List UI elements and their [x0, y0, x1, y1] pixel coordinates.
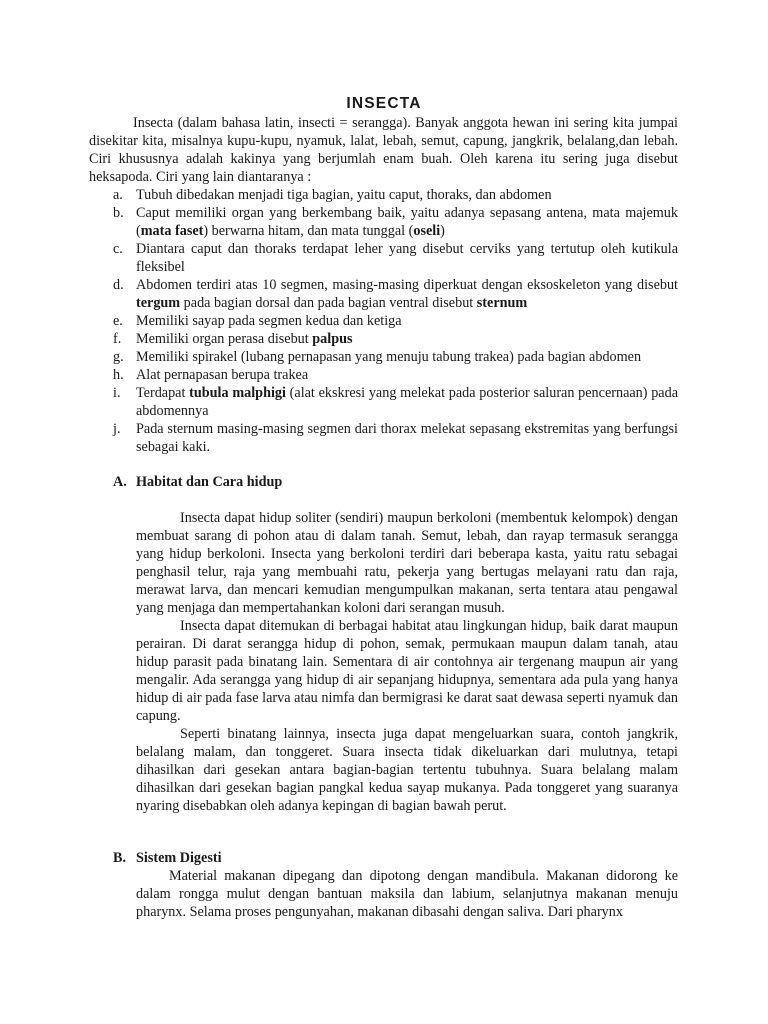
section-heading-text: Sistem Digesti — [136, 850, 222, 866]
section-body-digesti — [136, 867, 678, 921]
list-item — [89, 420, 678, 456]
list-item — [89, 276, 678, 312]
list-item-text: ) — [440, 223, 445, 239]
list-marker: e. — [113, 313, 123, 329]
list-item-text: Caput memiliki organ yang berkembang baik, yaitu adanya sepasang antena, mata majemuk ( — [136, 205, 678, 239]
bold-term: palpus — [312, 331, 353, 347]
feature-list — [89, 186, 678, 456]
bold-term: tergum — [136, 295, 181, 311]
section-heading-habitat — [113, 473, 282, 491]
section-heading-text: Habitat dan Cara hidup — [136, 474, 283, 490]
list-item-text: Tubuh dibedakan menjadi tiga bagian, yaitu caput, thoraks, dan abdomen — [136, 187, 552, 203]
page-title: INSECTA — [346, 95, 422, 112]
bold-term: tubula malphigi — [189, 385, 286, 401]
section-letter: B. — [113, 850, 127, 866]
list-item-text: Memiliki organ perasa disebut — [136, 331, 313, 347]
list-marker: h. — [113, 367, 124, 383]
list-item — [89, 348, 678, 366]
list-item-text: pada bagian dorsal dan pada bagian ventral disebut — [180, 295, 477, 311]
paragraph: Insecta dapat ditemukan di berbagai habitat atau lingkungan hidup, baik darat maupun perairan. Di darat serangga hidup di pohon, semak, permukaan maupun dalam tanah, atau hidup parasit pada binatang lain. Sementara di air contohnya air tergenang maupun air yang mengalir. Ada serangga yang hidup di air sepanjang hidupnya, sementara ada pula yang hanya hidup di air pada fase larva atau nimfa dan bermigrasi ke darat saat dewasa seperti nyamuk dan capung. — [136, 618, 678, 724]
list-marker: a. — [113, 187, 123, 203]
list-item-text: Memiliki spirakel (lubang pernapasan yang menuju tabung trakea) pada bagian abdomen — [136, 349, 642, 365]
list-item — [89, 384, 678, 420]
list-marker: f. — [113, 331, 122, 347]
list-item-text: Memiliki sayap pada segmen kedua dan ketiga — [136, 313, 402, 329]
list-item-text: Abdomen terdiri atas 10 segmen, masing-masing diperkuat dengan eksoskeleton yang disebut — [136, 277, 678, 293]
bold-term: oseli — [413, 223, 441, 239]
intro-text: Insecta (dalam bahasa latin, insecti = serangga). Banyak anggota hewan ini sering kita jumpai disekitar kita, misalnya kupu-kupu, nyamuk, lalat, lebah, semut, capung, jangkrik, belalang,dan lebah. Ciri khususnya adalah kakinya yang berjumlah enam buah. Oleh karena itu sering juga disebut heksapoda. Ciri yang lain diantaranya : — [89, 115, 678, 185]
section-heading-digesti — [113, 849, 222, 867]
list-item — [89, 312, 678, 330]
list-item — [89, 366, 678, 384]
list-item-text: Pada sternum masing-masing segmen dari thorax melekat sepasang ekstremitas yang berfungsi sebagai kaki. — [136, 421, 678, 455]
list-item-text: Alat pernapasan berupa trakea — [136, 367, 309, 383]
list-item — [89, 204, 678, 240]
list-item-text: (alat ekskresi yang melekat pada posterior saluran pencernaan) pada abdomennya — [136, 385, 678, 419]
list-marker: g. — [113, 349, 124, 365]
paragraph: Seperti binatang lainnya, insecta juga dapat mengeluarkan suara, contoh jangkrik, belalang malam, dan tonggeret. Suara insecta tidak dikeluarkan dari mulutnya, tetapi dihasilkan dari gesekan antara bagian-bagian tertentu tubuhnya. Suara belalang malam dihasilkan dari gesekan bagian pangkal kedua sayap mukanya. Pada tonggeret yang suaranya nyaring disebabkan oleh adanya kepingan di bagian bawah perut. — [136, 726, 678, 814]
list-item-text: ) berwarna hitam, dan mata tunggal ( — [203, 223, 414, 239]
section-letter: A. — [113, 474, 127, 490]
list-marker: j. — [113, 421, 121, 437]
list-item — [89, 186, 678, 204]
list-item-text: Diantara caput dan thoraks terdapat leher yang disebut cerviks yang tertutup oleh kutikula fleksibel — [136, 241, 678, 275]
list-marker: i. — [113, 385, 121, 401]
list-marker: b. — [113, 205, 124, 221]
intro-paragraph — [89, 114, 678, 186]
list-marker: d. — [113, 277, 124, 293]
paragraph: Insecta dapat hidup soliter (sendiri) maupun berkoloni (membentuk kelompok) dengan membuat sarang di pohon atau di dalam tanah. Semut, lebah, dan rayap termasuk serangga yang hidup berkoloni. Insecta yang berkoloni terdiri dari beberapa kasta, yaitu ratu sebagai penghasil telur, raja yang membuahi ratu, pekerja yang bertugas melayani ratu dan raja, merawat larva, dan mencari kemudian mengumpulkan makanan, serta tentara atau pengawal yang menjaga dan mempertahankan koloni dari serangan musuh. — [136, 510, 678, 616]
bold-term: mata faset — [140, 223, 204, 239]
paragraph: Material makanan dipegang dan dipotong dengan mandibula. Makanan didorong ke dalam rongga mulut dengan bantuan maksila dan labium, selanjutnya makanan menuju pharynx. Selama proses pengunyahan, makanan dibasahi dengan saliva. Dari pharynx — [136, 868, 678, 920]
list-item — [89, 240, 678, 276]
section-body-habitat — [136, 509, 678, 815]
bold-term: sternum — [476, 295, 528, 311]
list-item-text: Terdapat — [136, 385, 190, 401]
list-marker: c. — [113, 241, 123, 257]
list-item — [89, 330, 678, 348]
